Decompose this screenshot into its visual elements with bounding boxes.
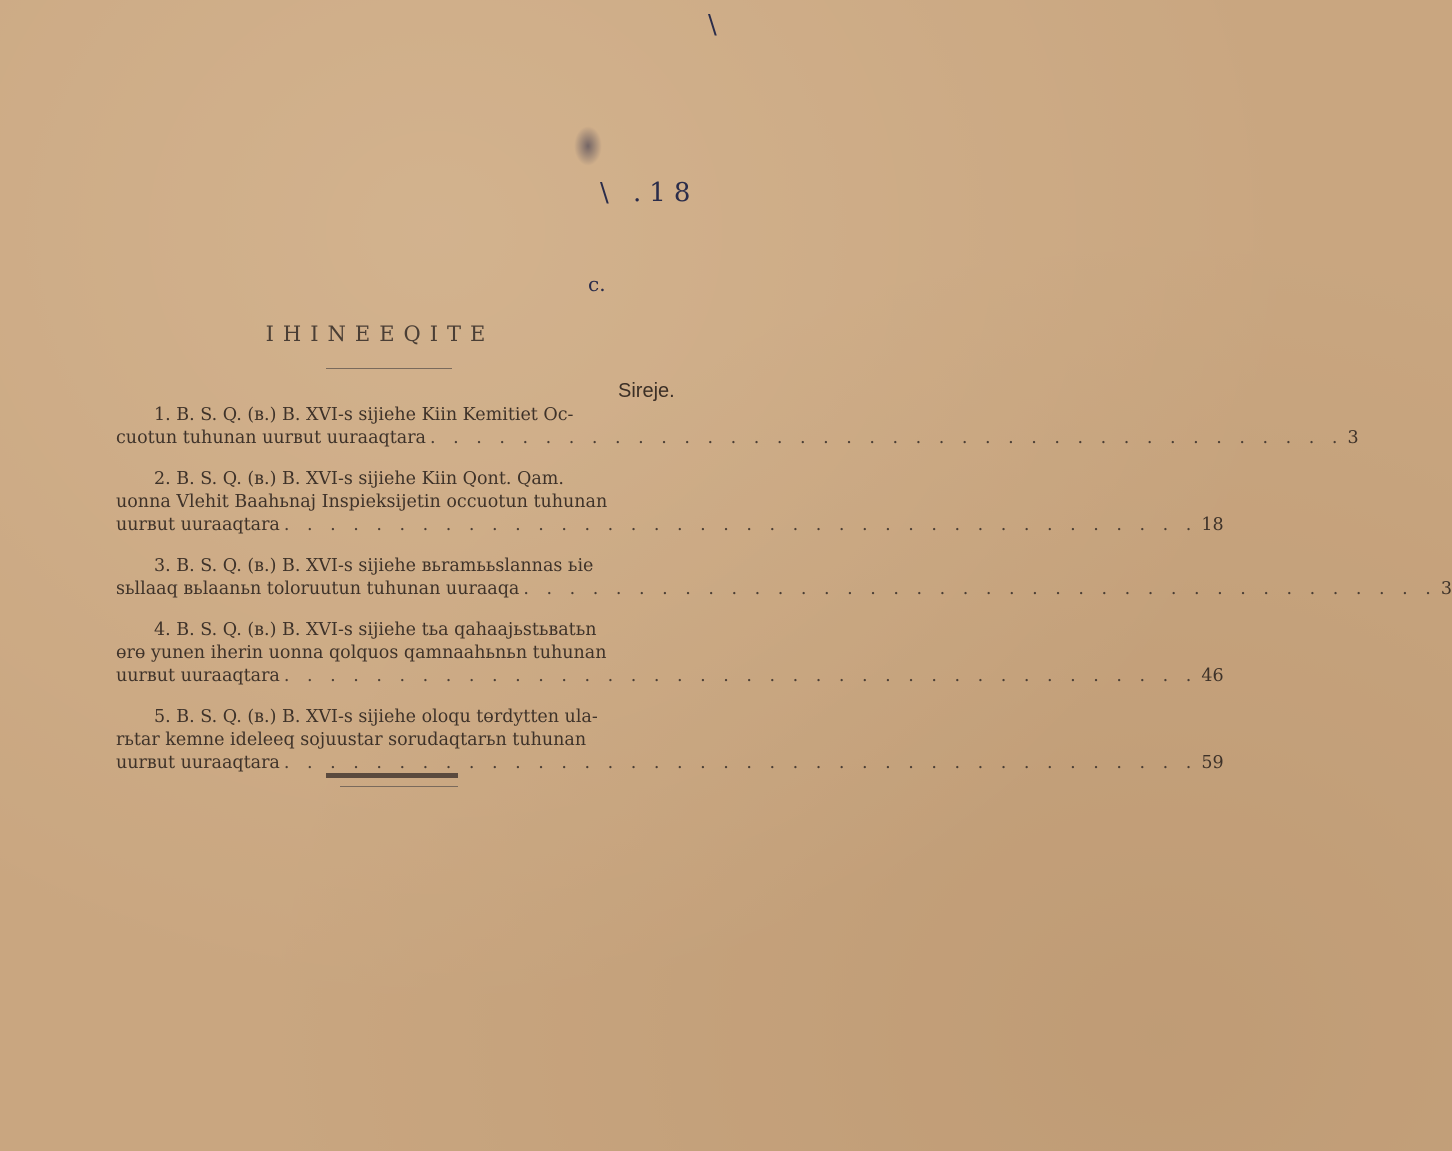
toc-entry-text: cuotun tuhunan uurвut uuraaqtara — [116, 428, 426, 448]
toc-entry-line — [116, 665, 1224, 688]
small-mark: c. — [588, 272, 606, 296]
toc-entry-line — [116, 578, 1452, 601]
toc-entry — [116, 404, 1359, 450]
toc-entry-line: өrө yunen iherin uonna qolquos qamnaahьnьn tuhunan — [116, 643, 607, 663]
page-column-label: Sireje. — [618, 380, 675, 402]
toc-entry — [116, 555, 1452, 601]
toc-entry-line — [116, 427, 1359, 450]
toc-entry — [116, 468, 1224, 537]
title-divider — [326, 368, 452, 369]
toc-entry — [116, 706, 1224, 775]
toc-page-number: 3 — [1440, 579, 1452, 599]
corner-mark: \ — [708, 10, 717, 40]
toc-entry-line: 3. B. S. Q. (в.) B. XVI-s sijiehe вьramььslannas ьie — [154, 556, 594, 576]
toc-page-number: 3 — [1347, 428, 1359, 448]
toc-entry-line: rьtar kemne ideleeq sojuustar sorudaqtarьn tuhunan — [116, 730, 587, 750]
leader-dots: . . . . . . . . . . . . . . . . . . . . . . . . . . . . . . . . . . . . . . . . — [283, 515, 1198, 535]
ornament-underline — [340, 786, 458, 787]
leader-dots: . . . . . . . . . . . . . . . . . . . . . . . . . . . . . . . . . . . . . . . . — [283, 753, 1198, 773]
toc-page-number: 59 — [1201, 753, 1224, 773]
toc-page-number: 46 — [1201, 666, 1224, 686]
toc-entry-text: uurвut uuraaqtara — [116, 753, 280, 773]
toc-entry-line: 1. B. S. Q. (в.) B. XVI-s sijiehe Kiin Kemitiet Oc- — [154, 405, 574, 425]
toc-entry-line — [116, 514, 1224, 537]
toc-entry-line: 2. B. S. Q. (в.) B. XVI-s sijiehe Kiin Qont. Qam. — [154, 469, 564, 489]
toc-entry-text: uurвut uuraaqtara — [116, 666, 280, 686]
toc-entry-line: uonna Vlehit Baahьnaj Inspieksijetin occuotun tuhunan — [116, 492, 608, 512]
ink-stain — [574, 126, 602, 166]
toc-entry-line: 5. B. S. Q. (в.) B. XVI-s sijiehe oloqu tөrdytten ula- — [154, 707, 598, 727]
table-of-contents — [116, 404, 1452, 793]
toc-entry-text: sьllaaq вьlaanьn toloruutun tuhunan uuraaqa — [116, 579, 520, 599]
leader-dots: . . . . . . . . . . . . . . . . . . . . . . . . . . . . . . . . . . . . . . . . — [430, 428, 1344, 448]
toc-entry-text: uurвut uuraaqtara — [116, 515, 280, 535]
handwritten-number: \ .18 — [600, 178, 699, 208]
page-title: IHINEEQITE — [265, 322, 495, 346]
toc-entry-line — [116, 752, 1224, 775]
ornament-rule — [326, 773, 458, 778]
toc-entry-line: 4. B. S. Q. (в.) B. XVI-s sijiehe tьa qahaajьstьвatьn — [154, 620, 597, 640]
toc-page-number: 18 — [1201, 515, 1224, 535]
leader-dots: . . . . . . . . . . . . . . . . . . . . . . . . . . . . . . . . . . . . . . . . — [523, 579, 1437, 599]
toc-entry — [116, 619, 1224, 688]
leader-dots: . . . . . . . . . . . . . . . . . . . . . . . . . . . . . . . . . . . . . . . . — [283, 666, 1198, 686]
